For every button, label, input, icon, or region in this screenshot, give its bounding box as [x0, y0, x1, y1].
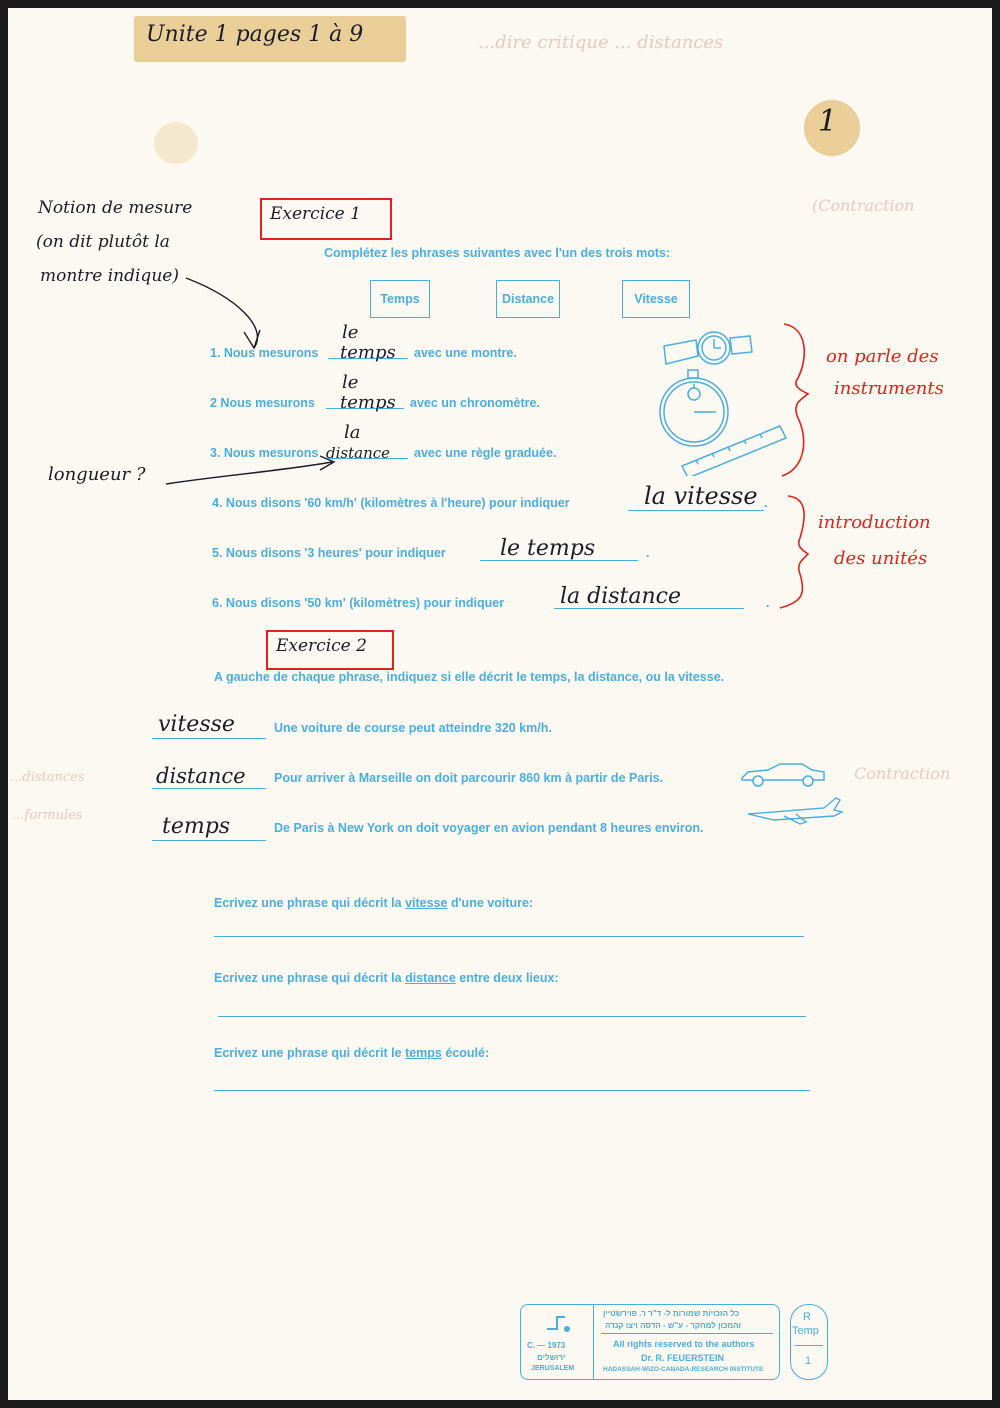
- ex2-item2-answer: distance: [156, 764, 246, 788]
- writing-prompt-3-after: écoulé:: [445, 1046, 490, 1060]
- writing-prompt-3-key: temps: [405, 1046, 442, 1060]
- badge-rule: [795, 1345, 823, 1346]
- writing-prompt-1-after: d'une voiture:: [450, 896, 534, 910]
- tape-note: Unite 1 pages 1 à 9: [146, 22, 364, 47]
- badge-num: 1: [805, 1355, 812, 1367]
- ex1-item6-suffix: .: [766, 596, 770, 610]
- ex1-item4-blank: [628, 510, 764, 511]
- publisher-logo-icon: [543, 1311, 573, 1337]
- writing-prompt-2: [214, 971, 559, 985]
- word-box-distance: Distance: [496, 280, 560, 318]
- stamp-divider: [593, 1305, 594, 1379]
- faint-left-1: ...distances: [10, 770, 85, 785]
- ex2-item1-text: Une voiture de course peut atteindre 320 km/h.: [274, 721, 552, 735]
- note-unites-2: des unités: [834, 548, 928, 569]
- ex1-item1-answer: temps: [340, 342, 396, 363]
- faint-right-1: (Contraction: [812, 196, 915, 215]
- ex1-item5-answer: le temps: [500, 536, 596, 561]
- faint-left-2: ...formules: [12, 808, 83, 823]
- publisher-stamp: [520, 1304, 780, 1380]
- note-notion-line2: (on dit plutôt la: [36, 232, 170, 252]
- stamp-hebrew-2: והמכון למחקר - ע"ש - הדסה ויצו קנדה: [605, 1321, 741, 1330]
- ruler-icon: [682, 426, 786, 476]
- stamp-city-he: ירושלים: [537, 1353, 566, 1362]
- note-notion-line1: Notion de mesure: [38, 198, 193, 218]
- word-box-temps: Temps: [370, 280, 430, 318]
- writing-prompt-2-before: Ecrivez une phrase qui décrit la: [214, 971, 402, 985]
- writing-prompt-2-key: distance: [405, 971, 456, 985]
- ex2-item1-blank: [152, 738, 266, 739]
- stopwatch-icon: [660, 370, 728, 446]
- ex1-item1-answer-top: le: [342, 322, 359, 343]
- ex1-item2-answer-top: le: [342, 372, 359, 393]
- ex1-item3-answer-top: la: [344, 422, 361, 443]
- ex2-item2-blank: [152, 788, 266, 789]
- ex1-item5-prefix: 5. Nous disons '3 heures' pour indiquer: [212, 546, 446, 560]
- stamp-rights: All rights reserved to the authors: [613, 1339, 755, 1349]
- note-unites-1: introduction: [818, 512, 931, 533]
- stamp-author: Dr. R. FEUERSTEIN: [641, 1353, 725, 1363]
- note-instruments-2: instruments: [834, 378, 944, 399]
- ex1-item2-suffix: avec un chronomètre.: [410, 396, 540, 410]
- ex2-item3-answer: temps: [162, 814, 231, 839]
- writing-line-1[interactable]: [214, 936, 804, 937]
- ex1-item4-answer: la vitesse: [644, 482, 758, 510]
- writing-prompt-1: [214, 896, 533, 910]
- car-icon: [738, 760, 828, 788]
- ex1-item4-prefix: 4. Nous disons '60 km/h' (kilomètres à l'heure) pour indiquer: [212, 496, 570, 510]
- writing-prompt-1-key: vitesse: [405, 896, 448, 910]
- ex1-item4-suffix: .: [764, 496, 768, 510]
- annotation-arrows: [8, 8, 992, 1400]
- badge-top: R: [803, 1311, 811, 1323]
- writing-prompt-3: [214, 1046, 489, 1060]
- ex1-item3-answer: distance: [326, 444, 391, 462]
- stamp-city: JERUSALEM: [531, 1365, 575, 1372]
- worksheet-page: [8, 8, 992, 1400]
- note-notion-line3: montre indique): [40, 266, 179, 286]
- ex1-item3-suffix: avec une règle graduée.: [414, 446, 557, 460]
- faint-top-note: ...dire critique ... distances: [478, 32, 724, 53]
- ex1-item6-answer: la distance: [560, 584, 682, 609]
- ex2-item3-text: De Paris à New York on doit voyager en avion pendant 8 heures environ.: [274, 821, 704, 835]
- instruments-illustration: [658, 326, 788, 476]
- writing-prompt-3-before: Ecrivez une phrase qui décrit le: [214, 1046, 402, 1060]
- note-longueur: longueur ?: [48, 464, 146, 485]
- word-box-vitesse: Vitesse: [622, 280, 690, 318]
- writing-prompt-2-after: entre deux lieux:: [459, 971, 559, 985]
- writing-prompt-1-before: Ecrivez une phrase qui décrit la: [214, 896, 402, 910]
- exercise1-instruction: Complétez les phrases suivantes avec l'un des trois mots:: [324, 246, 671, 260]
- exercise1-label: Exercice 1: [270, 204, 361, 224]
- ex1-item2-answer: temps: [340, 392, 396, 413]
- reference-badge: [790, 1304, 828, 1380]
- ex1-item2-prefix: 2 Nous mesurons: [210, 396, 315, 410]
- ex2-item1-answer: vitesse: [158, 712, 235, 737]
- airplane-icon: [744, 796, 844, 826]
- ex1-item5-suffix: .: [646, 546, 650, 560]
- faint-right-2: Contraction: [854, 764, 951, 783]
- ex1-item1-suffix: avec une montre.: [414, 346, 517, 360]
- note-instruments-1: on parle des: [826, 346, 939, 367]
- exercise2-instruction: A gauche de chaque phrase, indiquez si elle décrit le temps, la distance, ou la vitesse.: [214, 670, 725, 684]
- badge-mid: Temp: [792, 1325, 819, 1337]
- writing-line-2[interactable]: [218, 1016, 806, 1017]
- page-number: 1: [818, 104, 838, 139]
- stamp-rule: [601, 1333, 773, 1334]
- stamp-copyright: C. — 1973: [527, 1341, 566, 1350]
- ex1-item3-prefix: 3. Nous mesurons: [210, 446, 319, 460]
- stamp-institute: HADASSAH-WIZO-CANADA-RESEARCH INSTITUTE: [603, 1366, 764, 1373]
- ex1-item1-prefix: 1. Nous mesurons: [210, 346, 319, 360]
- writing-line-3[interactable]: [214, 1090, 810, 1091]
- stamp-hebrew-1: כל הזכויות שמורות ל- ד"ר ר. פוירשטיין: [603, 1309, 740, 1318]
- watch-icon: [664, 332, 752, 364]
- ex2-item3-blank: [152, 840, 266, 841]
- ex1-item6-prefix: 6. Nous disons '50 km' (kilomètres) pour indiquer: [212, 596, 505, 610]
- exercise2-label: Exercice 2: [276, 636, 367, 656]
- ex2-item2-text: Pour arriver à Marseille on doit parcourir 860 km à partir de Paris.: [274, 771, 664, 785]
